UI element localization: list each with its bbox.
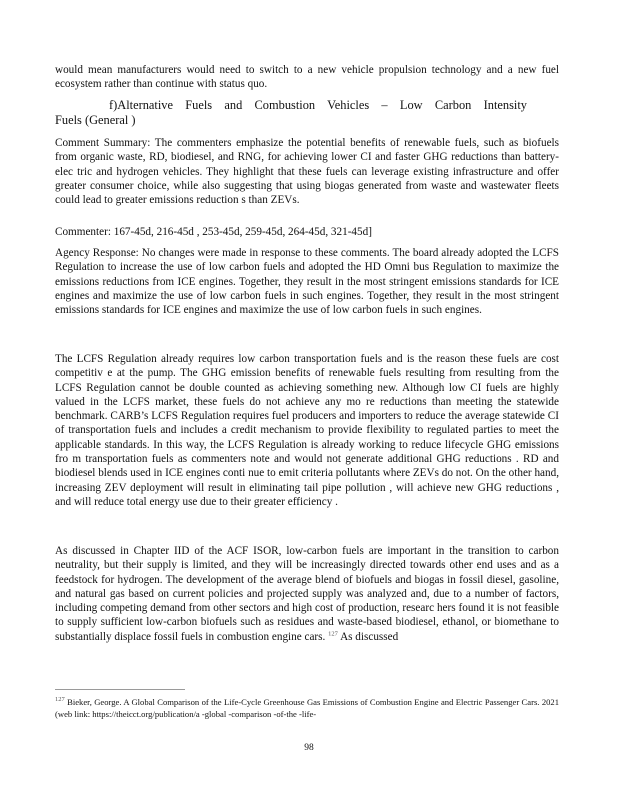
comment-summary-paragraph: Comment Summary: The commenters emphasize the potential benefits of renewable fuels, such as biofuels from organic waste, RD, biodiesel, and RNG, for achieving lower CI and faster GHG reductions than battery-elec tric and hydrogen vehicles. They highlight that these fuels can leverage existing infrastructure and offer greater consumer choice, while also suggesting that using biogas generated from waste and wastewater fleets could lead to greater emissions reduction s than ZEVs.: [55, 137, 559, 207]
page-number: 98: [304, 743, 314, 753]
footnote-marker: 127: [55, 696, 65, 704]
footnote-divider: [55, 689, 185, 690]
footnote-text: Bieker, George. A Global Comparison of the Life-Cycle Greenhouse Gas Emissions of Combustion Engine and Electric Passenger Cars. 2021 (web link: https://theicct.org/publication/a -global -comparison -of-the -life-: [55, 697, 560, 719]
footnote: [55, 696, 559, 720]
chapter-paragraph-tail: As discussed: [340, 630, 399, 643]
section-heading-line2: Fuels (General ): [55, 113, 136, 127]
chapter-paragraph-text: As discussed in Chapter IID of the ACF ISOR, low-carbon fuels are important in the transition to carbon neutrality, but their supply is limited, and they will be increasingly directed towards other end uses and as a feedstock for hydrogen. The development of the average blend of biofuels and biogas in fossil diesel, gasoline, and natural gas based on current policies and projected supply was analyzed and, due to a number of factors, including competing demand from other sectors and high cost of production, researc hers found it is not feasible to supply sufficient low-carbon biofuels such as residues and waste-based biodiesel, ethanol, or biomethane to substantially displace fossil fuels in combustion engine cars.: [55, 545, 559, 643]
agency-response-paragraph: Agency Response: No changes were made in response to these comments. The board already adopted the LCFS Regulation to increase the use of low carbon fuels and adopted the HD Omni bus Regulation to maximize the emissions reductions from ICE engines. Together, they result in the most stringent emissions standards for ICE engines and maximize the use of low carbon fuels in such engines. Together, they result in the most stringent emissions standards for ICE engines and maximize the use of low carbon fuels in such engines.: [55, 247, 559, 317]
chapter-discussion-paragraph: [55, 544, 559, 644]
lcfs-regulation-paragraph: The LCFS Regulation already requires low carbon transportation fuels and is the reason these fuels are cost competitiv e at the pump. The GHG emission benefits of renewable fuels resulting from resulting from the LCFS Regulation cannot be double counted as achieving something new. Although low CI fuels are highly valued in the LCFS market, these fuels do not achieve any mo re reductions than meeting the statewide benchmark. CARB’s LCFS Regulation requires fuel producers and importers to reduce the average statewide CI of transportation fuels and includes a credit mechanism to provide flexibility to regulated parties to meet the applicable standards. In this way, the LCFS Regulation is already working to reduce lifecycle GHG emissions fro m transportation fuels as commenters note and would not generate additional GHG reductions . RD and biodiesel blends used in ICE engines conti nue to emit criteria pollutants where ZEVs do not. On the other hand, increasing ZEV deployment will result in eliminating tail pipe pollution , will achieve new GHG reductions , and will reduce total energy use due to their greater efficiency .: [55, 353, 559, 508]
commenter-list: Commenter: 167-45d, 216-45d , 253-45d, 259-45d, 264-45d, 321-45d]: [55, 226, 372, 238]
intro-paragraph: would mean manufacturers would need to switch to a new vehicle propulsion technology and a new fuel ecosystem rather than continue with status quo.: [55, 64, 559, 91]
section-heading-line1: f)Alternative Fuels and Combustion Vehicles – Low Carbon Intensity: [109, 98, 527, 112]
footnote-reference-marker[interactable]: 127: [328, 630, 338, 638]
section-heading: [55, 98, 559, 128]
